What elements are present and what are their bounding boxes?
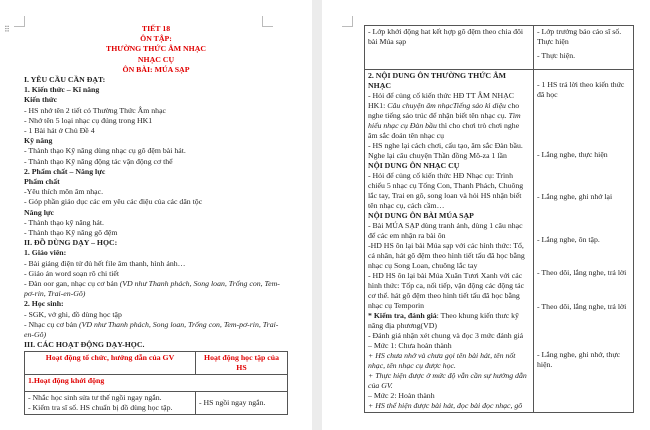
- text: - 1 HS trả lời theo kiến thức đã học: [537, 80, 625, 99]
- section-heading: II. ĐỒ DÙNG DẠY – HỌC:: [24, 238, 118, 248]
- activities-table: [24, 351, 288, 416]
- title-line: ÔN TẬP:: [140, 34, 172, 44]
- hs-cell: - HS ngồi ngay ngắn.: [196, 391, 288, 414]
- list-item: - HS nhớ tên 2 tiết có Thường Thức Âm nhạc: [24, 105, 167, 115]
- document-page-2: [322, 0, 650, 430]
- page-1-content: [24, 24, 288, 415]
- text: - Lắng nghe, thực hiện: [537, 150, 608, 159]
- text: * Kiểm tra, đánh giá: [368, 311, 437, 320]
- section-warmup: 1.Hoạt động khởi động: [25, 374, 288, 391]
- section-heading: Kiến thức: [24, 95, 58, 105]
- text: - Lắng nghe, ôn tập.: [537, 235, 600, 244]
- text: + Thực hiện được ở mức độ vẫn cần sự hướng dẫn của GV.: [368, 371, 527, 390]
- text: - Đàn oor gan, nhạc cụ cơ bản: [24, 279, 120, 289]
- section-heading: NỘI DUNG ÔN BÀI MÚA SẠP: [368, 211, 474, 220]
- title-line: NHẠC CỤ: [137, 54, 175, 64]
- text: Câu chuyện âm nhạcTiếng sáo kì diệu: [387, 101, 506, 110]
- text: - Lớp trưởng báo cáo sĩ số. Thực hiện: [537, 27, 622, 46]
- text: - Bài MÚA SẠP dùng tranh ảnh, dùng 1 câu nhạc để các em nhận ra bài ôn: [368, 221, 523, 240]
- text: - Nhắc học sinh sửa tư thế ngồi ngay ngắn.: [28, 392, 162, 402]
- section-heading: Phẩm chất: [24, 177, 60, 187]
- hs-cell: [534, 26, 634, 70]
- section-heading: Kỹ năng: [24, 136, 53, 146]
- text: – Mức 2: Hoàn thành: [368, 391, 435, 400]
- text: (VD như Thanh phách, Song loan, Trống con, Tem-pơ-rin, Trai-en-Gô): [24, 279, 280, 299]
- text: - Theo dõi, lắng nghe, trả lời: [537, 302, 627, 311]
- activities-heading: III. CÁC HOẠT ĐỘNG DẠY-HỌC.: [24, 340, 145, 350]
- list-item: - 1 Bài hát ở Chủ Đề 4: [24, 126, 95, 136]
- text: - Hỏi để củng cố kiến thức HĐ TT ÂM NHẠC HK1:: [368, 91, 514, 110]
- gv-cell: - Lớp khởi động hat kết hợp gõ đệm theo chia đôi bài Múa sạp: [365, 26, 534, 70]
- text: – Mức 1: Chưa hoàn thành: [368, 341, 452, 350]
- text: - Kiểm tra sĩ số. HS chuẩn bị đồ dùng học tập.: [28, 403, 173, 413]
- document-page-1: [0, 0, 312, 430]
- section-heading: I. YÊU CẦU CẦN ĐẠT:: [24, 75, 106, 85]
- teacher-item: [24, 279, 288, 299]
- gv-cell: [25, 391, 196, 414]
- gv-cell: [365, 70, 534, 413]
- text: : Theo khung kiến thưc kỹ năng địa phương(VD): [368, 311, 519, 330]
- section-heading: 1. Giáo viên:: [24, 248, 67, 258]
- title-line: ÔN BÀI: MÚA SẠP: [122, 64, 190, 74]
- student-item: - SGK, vở ghi, đồ dùng học tập: [24, 309, 122, 319]
- section-heading: 2. Phẩm chất – Năng lực: [24, 166, 106, 176]
- list-item: - Thành thạo Kỹ năng dùng nhạc cụ gõ đệm bài hát.: [24, 146, 186, 156]
- header-gv: Hoạt động tổ chức, hướng dẫn của GV: [25, 351, 196, 374]
- text: - Thực hiện.: [537, 51, 576, 60]
- text: - Nhạc cụ cơ bản: [24, 319, 79, 329]
- text: cho nghe tiếng sáo trúc để nhận biết tên nhạc cụ.: [368, 101, 520, 120]
- section-heading: Năng lực: [24, 207, 55, 217]
- text: (VD như Thanh phách, Song loan, Trống con, Tem-pơ-rin, Trai-en-Gô): [24, 319, 279, 340]
- activities-table-continued: [364, 25, 634, 413]
- list-item: - Nhớ tên 5 loại nhạc cụ đúng trong HK1: [24, 115, 153, 125]
- text: - Hỏi để củng cố kiến thức HĐ Nhạc cụ: Trình chiếu 5 nhạc cụ Tống Con, Thanh Phách, Chuông lắc tay, Trai en gô, song loan và hỏi HS nhận biết tên nhạc cụ, cách cầm…: [368, 171, 524, 210]
- list-item: - Bài giảng điện tử đủ hết file âm thanh, hình ảnh…: [24, 258, 186, 268]
- text: + HS chưa nhớ và chưa gọi tên bài hát, tên nốt nhạc, tên nhạc cụ được học.: [368, 351, 516, 370]
- header-hs: Hoạt động học tập của HS: [196, 351, 288, 374]
- text: - Đánh giá nhận xét chung và đọc 3 mức đánh giá: [368, 331, 524, 340]
- title-line: THƯỜNG THỨC ÂM NHẠC: [106, 44, 206, 54]
- title-line: TIẾT 18: [141, 24, 171, 33]
- text: -HD HS ôn lại bài Múa sạp với các hình thức: Tổ, cá nhân, hát gõ đệm theo hình tiết tấu đã học bằng nhạc cụ Song Loan, chuông lắc tay: [368, 241, 525, 270]
- text: + HS thể hiện được bài hát, đọc bài đọc nhạc, gõ: [368, 401, 523, 410]
- list-item: - Góp phần giáo dục các em yêu các điệu của các dân tộc: [24, 197, 203, 207]
- section-heading: NỘI DUNG ÔN NHẠC CỤ: [368, 161, 460, 170]
- list-item: - Thành thạo kỹ năng hát.: [24, 217, 104, 227]
- table-move-handle-icon[interactable]: ⠿: [4, 25, 10, 34]
- section-heading: 2. NỘI DUNG ÔN THƯỜNG THỨC ÂM NHẠC: [368, 71, 506, 90]
- student-item: [24, 320, 288, 340]
- text: - Theo dõi, lắng nghe, trả lời: [537, 268, 627, 277]
- text: Tìm hiểu nhạc cụ Đàn bầu: [368, 111, 521, 130]
- requirements-section: [24, 75, 288, 279]
- text: - Lắng nghe, ghi nhớ, thực hiện.: [537, 350, 621, 369]
- list-item: - Thành thạo Kỹ năng động tác vận động cơ thể: [24, 156, 173, 166]
- text: - HS nghe lại cách chơi, cấu tạo, âm sắc Đàn bầu. Nghe lại câu chuyện Thần đồng Mô-za 1 lần: [368, 141, 523, 160]
- text: [368, 91, 530, 141]
- student-heading: 2. Học sinh:: [24, 299, 64, 309]
- margin-corner: [342, 16, 353, 27]
- list-item: - Giáo án word soạn rõ chi tiết: [24, 268, 120, 278]
- list-item: - Thành thạo Kỹ năng gõ đệm: [24, 228, 118, 238]
- section-heading: 1. Kiến thức – Kĩ năng: [24, 85, 100, 95]
- lesson-title: [24, 24, 288, 75]
- text: [368, 311, 530, 331]
- text: - HD HS ôn lại bài Múa Xuân Tươi Xanh với các hình thức: Tốp ca, nối tiếp, vận động các động tác cơ thể. hát gõ đệm theo hình tiết tấu đã học bằng nhạc cụ Temporin: [368, 271, 525, 310]
- list-item: -Yêu thích môn âm nhạc.: [24, 187, 104, 197]
- hs-cell: [534, 70, 634, 413]
- text: - Lắng nghe, ghi nhớ lại: [537, 192, 613, 201]
- text: thì cho chơi trò chơi nghe âm sắc đoán tên nhạc cụ: [368, 121, 520, 140]
